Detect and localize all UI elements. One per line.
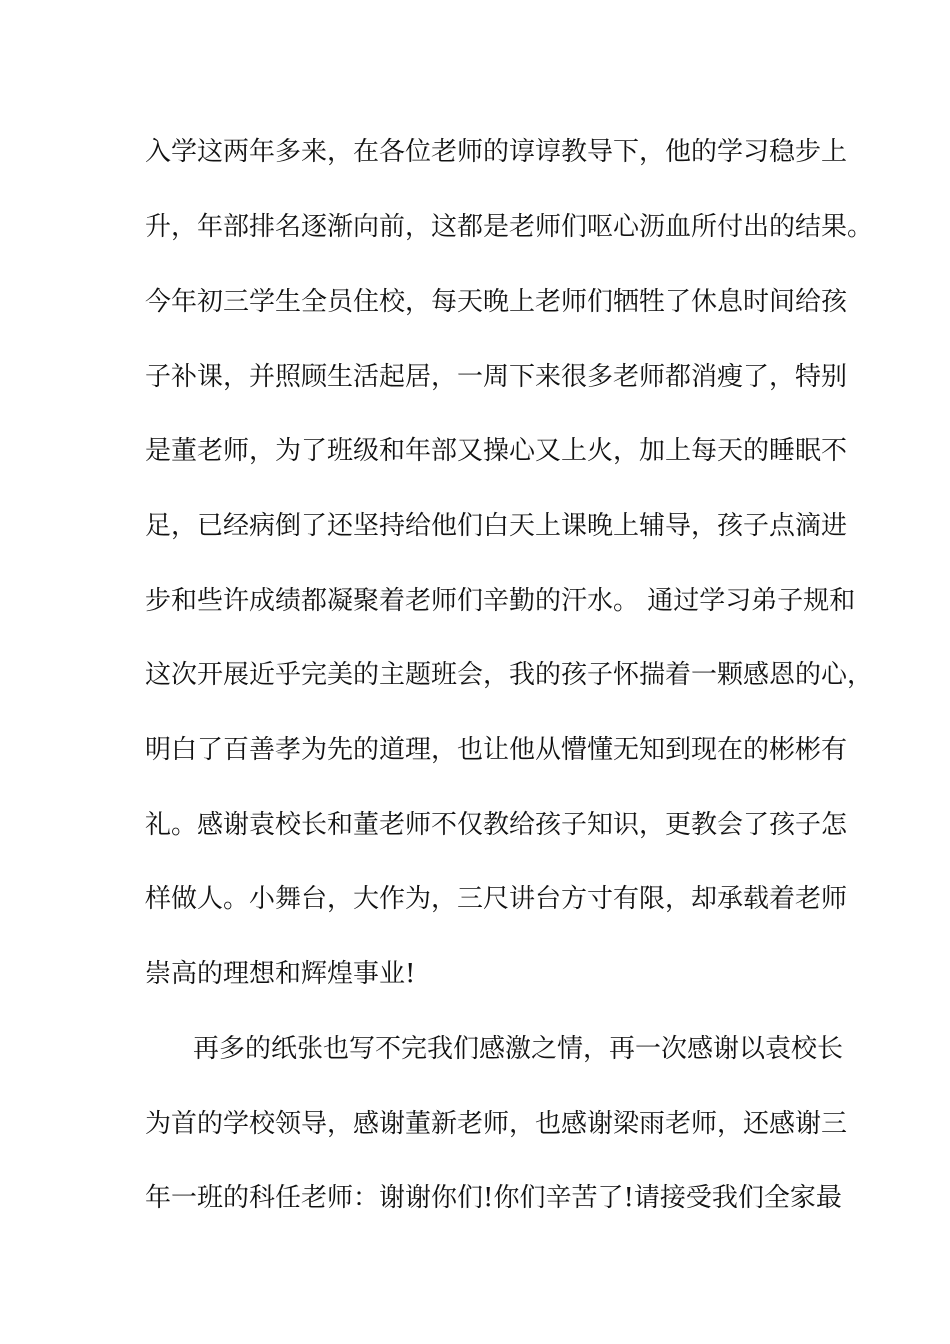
text-line: 样做人。小舞台，大作为，三尺讲台方寸有限，却承载着老师 xyxy=(145,884,848,914)
text-line: 这次开展近乎完美的主题班会，我的孩子怀揣着一颗感恩的心， xyxy=(145,660,874,690)
text-line: 入学这两年多来，在各位老师的谆谆教导下，他的学习稳步上 xyxy=(145,137,848,167)
text-line: 今年初三学生全员住校，每天晚上老师们牺牲了休息时间给孩 xyxy=(145,287,848,317)
text-line: 是董老师，为了班级和年部又操心又上火，加上每天的睡眠不 xyxy=(145,436,848,466)
text-line: 为首的学校领导，感谢董新老师，也感谢梁雨老师，还感谢三 xyxy=(145,1109,848,1139)
text-line: 年一班的科任老师：谢谢你们!你们辛苦了!请接受我们全家最 xyxy=(145,1183,842,1213)
paragraph-start-line: 再多的纸张也写不完我们感激之情，再一次感谢以袁校长 xyxy=(193,1034,844,1064)
text-line: 步和些许成绩都凝聚着老师们辛勤的汗水。 通过学习弟子规和 xyxy=(145,586,856,616)
text-line: 明白了百善孝为先的道理，也让他从懵懂无知到现在的彬彬有 xyxy=(145,735,848,765)
text-line: 子补课，并照顾生活起居，一周下来很多老师都消瘦了，特别 xyxy=(145,362,848,392)
text-line: 升，年部排名逐渐向前，这都是老师们呕心沥血所付出的结果。 xyxy=(145,212,874,242)
text-line: 礼。感谢袁校长和董老师不仅教给孩子知识，更教会了孩子怎 xyxy=(145,810,848,840)
text-line: 足，已经病倒了还坚持给他们白天上课晚上辅导，孩子点滴进 xyxy=(145,511,848,541)
text-line: 崇高的理想和辉煌事业! xyxy=(145,959,416,989)
